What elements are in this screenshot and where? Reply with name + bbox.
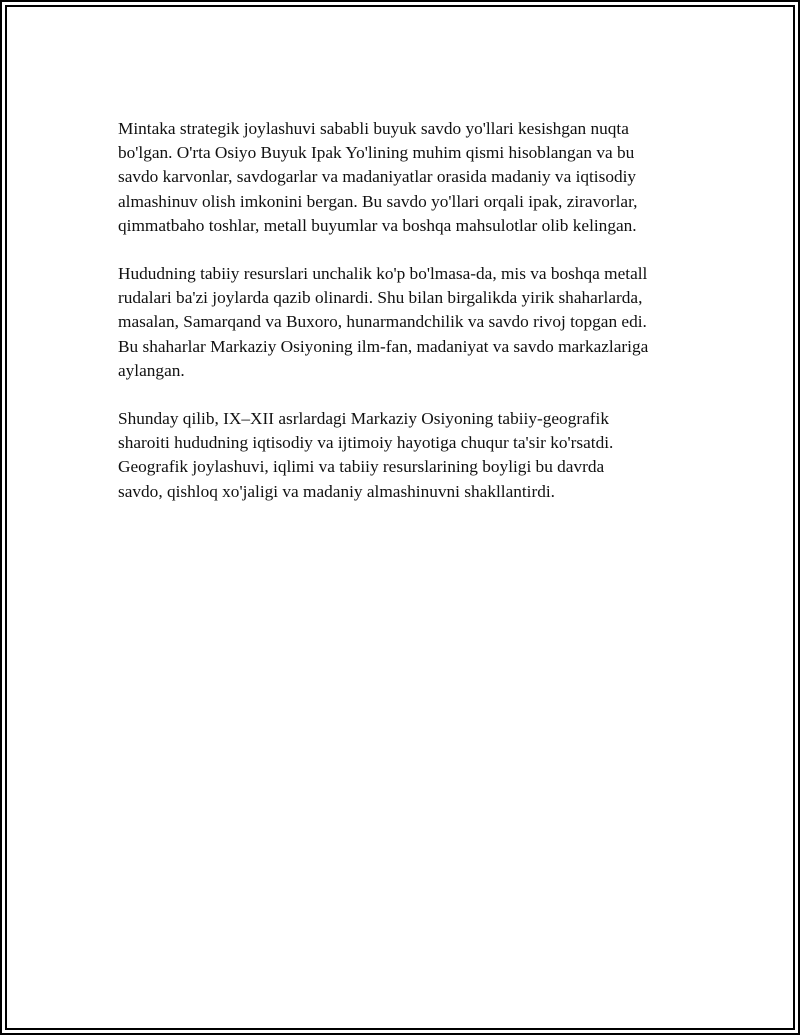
paragraph-trade-routes: Mintaka strategik joylashuvi sababli buyuk savdo yo'llari kesishgan nuqta bo'lgan. O'rta Osiyo Buyuk Ipak Yo'lining muhim qismi hisoblangan va bu savdo karvonlar, savdogarlar va madaniyatlar orasida madaniy va iqtisodiy almashinuv olish imkonini bergan. Bu savdo yo'llari orqali ipak, ziravorlar, qimmatbaho toshlar, metall buyumlar va boshqa mahsulotlar olib kelingan. [118, 119, 638, 235]
document-body [118, 117, 708, 528]
paragraph-conclusion: Shunday qilib, IX–XII asrlardagi Markaziy Osiyoning tabiiy-geografik sharoiti hududning iqtisodiy va ijtimoiy hayotiga chuqur ta'sir ko'rsatdi. Geografik joylashuvi, iqlimi va tabiiy resurslarining boyligi bu davrda savdo, qishloq xo'jaligi va madaniy almashinuvni shakllantirdi. [118, 409, 614, 501]
paragraph-natural-resources: Hududning tabiiy resurslari unchalik ko'p bo'lmasa-da, mis va boshqa metall rudalari ba'zi joylarda qazib olinardi. Shu bilan birgalikda yirik shaharlarda, masalan, Samarqand va Buxoro, hunarmandchilik va savdo rivoj topgan edi. Bu shaharlar Markaziy Osiyoning ilm-fan, madaniyat va savdo markazlariga aylangan. [118, 264, 649, 380]
